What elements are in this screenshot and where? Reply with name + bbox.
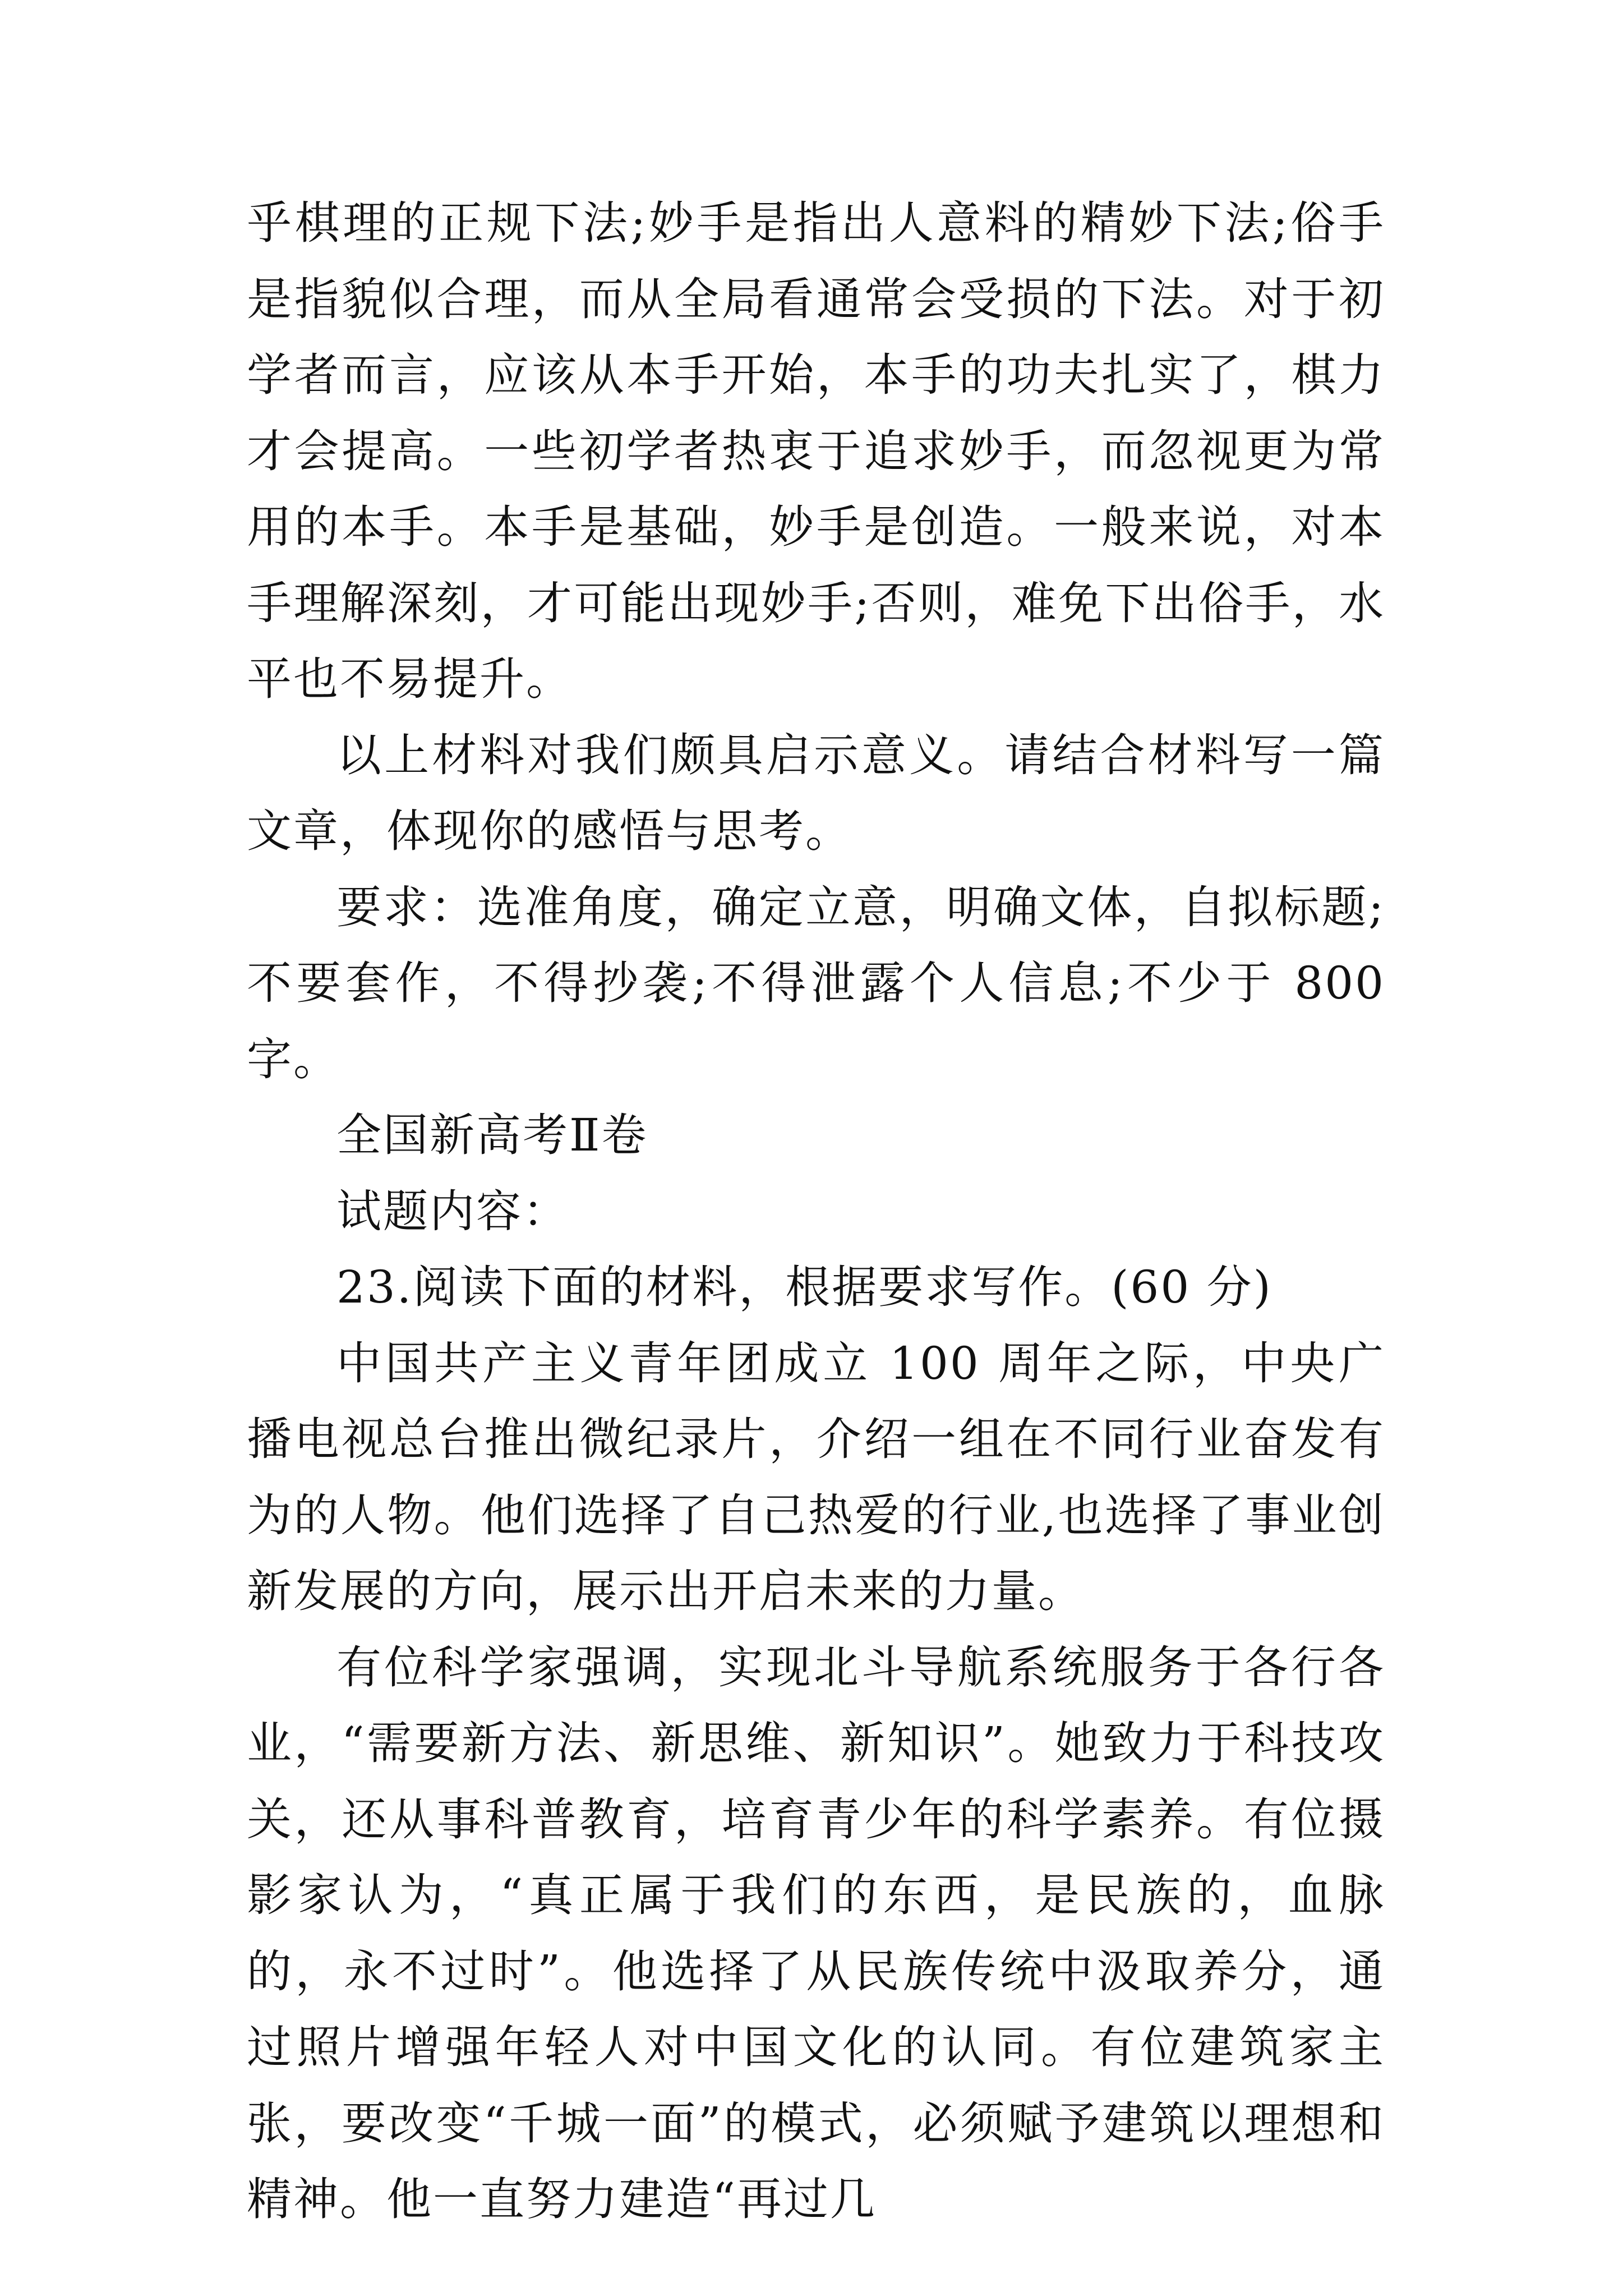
- paragraph-writing-prompt: 以上材料对我们颇具启示意义。请结合材料写一篇文章，体现你的感悟与思考。: [247, 729, 1385, 857]
- document-body: [247, 185, 1385, 2238]
- section-heading-exam-paper: 全国新高考Ⅱ卷: [336, 1109, 648, 1161]
- paragraph-youth-league: 中国共产主义青年团成立 100 周年之际，中央广播电视总台推出微纪录片，介绍一组在不同行业奋发有为的人物。他们选择了自己热爱的行业,也选择了事业创新发展的方向，展示出开启未来的力量。: [247, 1337, 1385, 1617]
- paragraph-examples: 有位科学家强调，实现北斗导航系统服务于各行各业，“需要新方法、新思维、新知识”。她致力于科技攻关，还从事科普教育，培育青少年的科学素养。有位摄影家认为，“真正属于我们的东西，是民族的，血脉的，永不过时”。他选择了从民族传统中汲取养分，通过照片增强年轻人对中国文化的认同。有位建筑家主张，要改变“千城一面”的模式，必须赋予建筑以理想和精神。他一直努力建造“再过几: [247, 1641, 1385, 2225]
- section-heading-question-content: 试题内容：: [336, 1185, 569, 1237]
- paragraph-requirements: 要求：选准角度，确定立意，明确文体，自拟标题;不要套作，不得抄袭;不得泄露个人信息;不少于 800 字。: [247, 881, 1385, 1085]
- question-23-title: 23.阅读下面的材料，根据要求写作。(60 分): [336, 1261, 1272, 1313]
- paragraph-weiqi-terms: 乎棋理的正规下法;妙手是指出人意料的精妙下法;俗手是指貌似合理，而从全局看通常会受损的下法。对于初学者而言，应该从本手开始，本手的功夫扎实了，棋力才会提高。一些初学者热衷于追求妙手，而忽视更为常用的本手。本手是基础，妙手是创造。一般来说，对本手理解深刻，才可能出现妙手;否则，难免下出俗手，水平也不易提升。: [247, 197, 1385, 705]
